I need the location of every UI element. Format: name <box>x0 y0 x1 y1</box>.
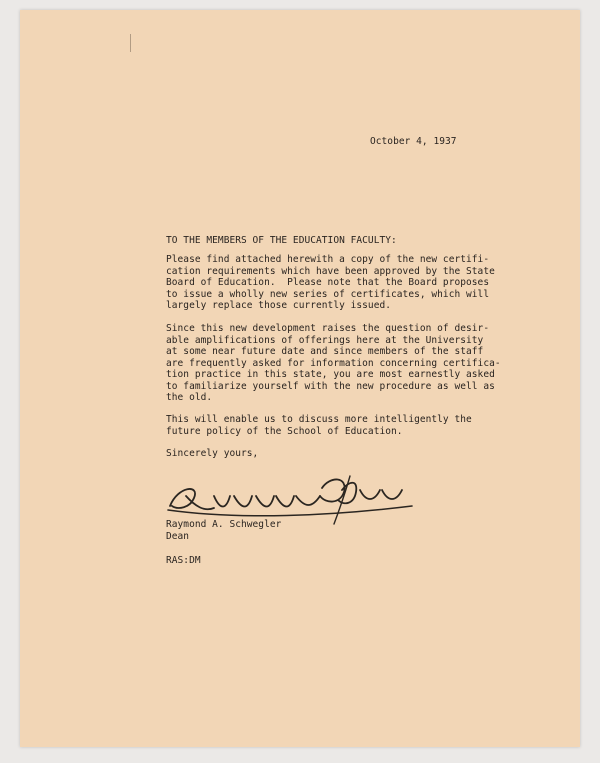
paragraph-2: Since this new development raises the question of desir- able amplifications of offerings here at the University at some near future date and since members of the staff are frequently asked for information concerning certifica- tion practice in this state, you are most earnestly asked to familiarize yourself with the new procedure as well as the old. <box>166 323 501 403</box>
paper-mark <box>130 34 131 52</box>
signer-name: Raymond A. Schwegler <box>166 519 282 530</box>
letter-date: October 4, 1937 <box>370 136 457 147</box>
paragraph-1: Please find attached herewith a copy of the new certifi- cation requirements which have been approved by the State Board of Education. Please note that the Board proposes to issue a wholly new series of certificates, which will largely replace those currently issued. <box>166 254 495 311</box>
typist-initials: RAS:DM <box>166 555 201 566</box>
paragraph-3: This will enable us to discuss more intelligently the future policy of the School of Education. <box>166 414 472 437</box>
signer-title: Dean <box>166 531 190 542</box>
closing: Sincerely yours, <box>166 448 259 459</box>
salutation: TO THE MEMBERS OF THE EDUCATION FACULTY: <box>166 235 397 246</box>
letter-page <box>20 10 580 747</box>
